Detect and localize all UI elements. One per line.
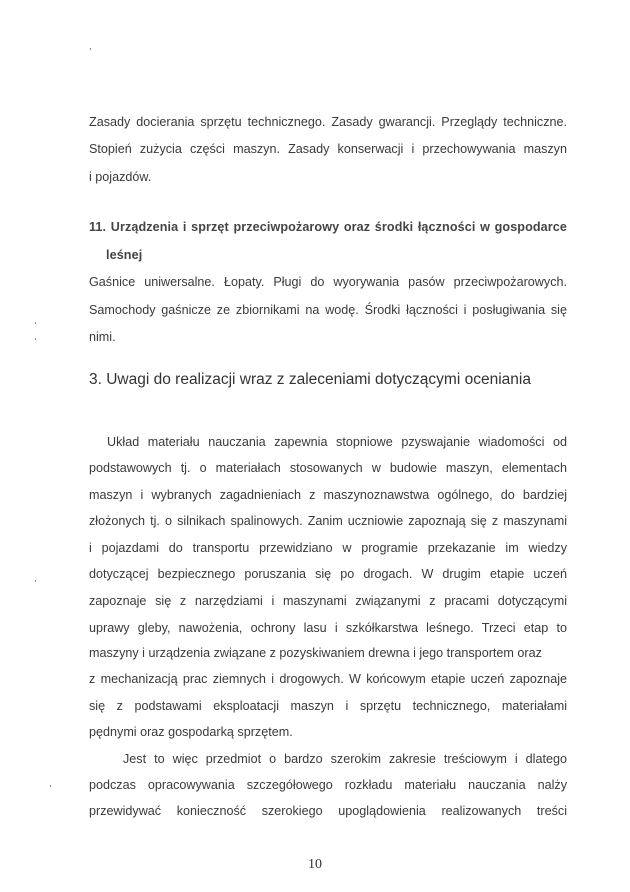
paragraph-line: się z podstawami eksploatacji maszyn i sprzętu technicznego, materiałami (89, 699, 567, 713)
paragraph-line: złożonych tj. o silnikach spalinowych. Zanim uczniowie zapoznają się z maszynami (89, 514, 567, 528)
paragraph-line: zapoznaje się z narzędziami i maszynami związanymi z pracami dotyczącymi (89, 594, 567, 608)
page-number: 10 (308, 857, 322, 872)
topic-heading: leśnej (106, 248, 143, 262)
paragraph-line: Jest to więc przedmiot o bardzo szerokim zakresie treściowym i dlatego (123, 752, 567, 766)
paragraph-line: przewidywać konieczność szerokiego upoglądowienia realizowanych treści (89, 804, 567, 818)
paragraph-line: z mechanizacją prac ziemnych i drogowych. W końcowym etapie uczeń zapoznaje (89, 672, 567, 686)
paragraph-line: i pojazdami do transportu przewidziano w programie przekazanie im wiedzy (89, 541, 567, 555)
scan-speck (90, 48, 91, 50)
scan-speck (35, 338, 36, 340)
paragraph-line: uprawy gleby, nawożenia, ochrony lasu i szkółkarstwa leśnego. Trzeci etap to (89, 621, 567, 635)
paragraph-line: dotyczącej bezpiecznego poruszania się po drogach. W drugim etapie uczeń (89, 567, 567, 581)
paragraph-line: maszyn i wybranych zagadnieniach z maszynoznawstwa ogólnego, do bardziej (89, 488, 567, 502)
paragraph-line: Układ materiału nauczania zapewnia stopniowe pzyswajanie wiadomości od (107, 435, 567, 449)
scan-speck (35, 580, 36, 582)
paragraph-line: Gaśnice uniwersalne. Łopaty. Pługi do wyorywania pasów przeciwpożarowych. (89, 275, 567, 289)
paragraph-line: Zasady docierania sprzętu technicznego. Zasady gwarancji. Przeglądy techniczne. (89, 115, 567, 129)
paragraph-line: Samochody gaśnicze ze zbiornikami na wodę. Środki łączności i posługiwania się (89, 303, 567, 317)
topic-heading: 11. Urządzenia i sprzęt przeciwpożarowy oraz środki łączności w gospodarce (89, 220, 567, 234)
paragraph-line: podczas opracowywania szczegółowego rozkładu materiału nauczania nalży (89, 778, 567, 792)
paragraph-line: maszyny i urządzenia związane z pozyskiwaniem drewna i jego transportem oraz (89, 646, 542, 660)
paragraph-line: podstawowych tj. o materiałach stosowanych w budowie maszyn, elementach (89, 461, 567, 475)
scan-speck (35, 322, 36, 324)
paragraph-line: nimi. (89, 330, 116, 344)
paragraph-line: Stopień zużycia części maszyn. Zasady konserwacji i przechowywania maszyn (89, 142, 567, 156)
paragraph-line: i pojazdów. (89, 170, 152, 184)
section-heading: 3. Uwagi do realizacji wraz z zaleceniami dotyczącymi oceniania (89, 371, 531, 388)
paragraph-line: pędnymi oraz gospodarką sprzętem. (89, 725, 293, 739)
scan-speck (50, 785, 51, 787)
